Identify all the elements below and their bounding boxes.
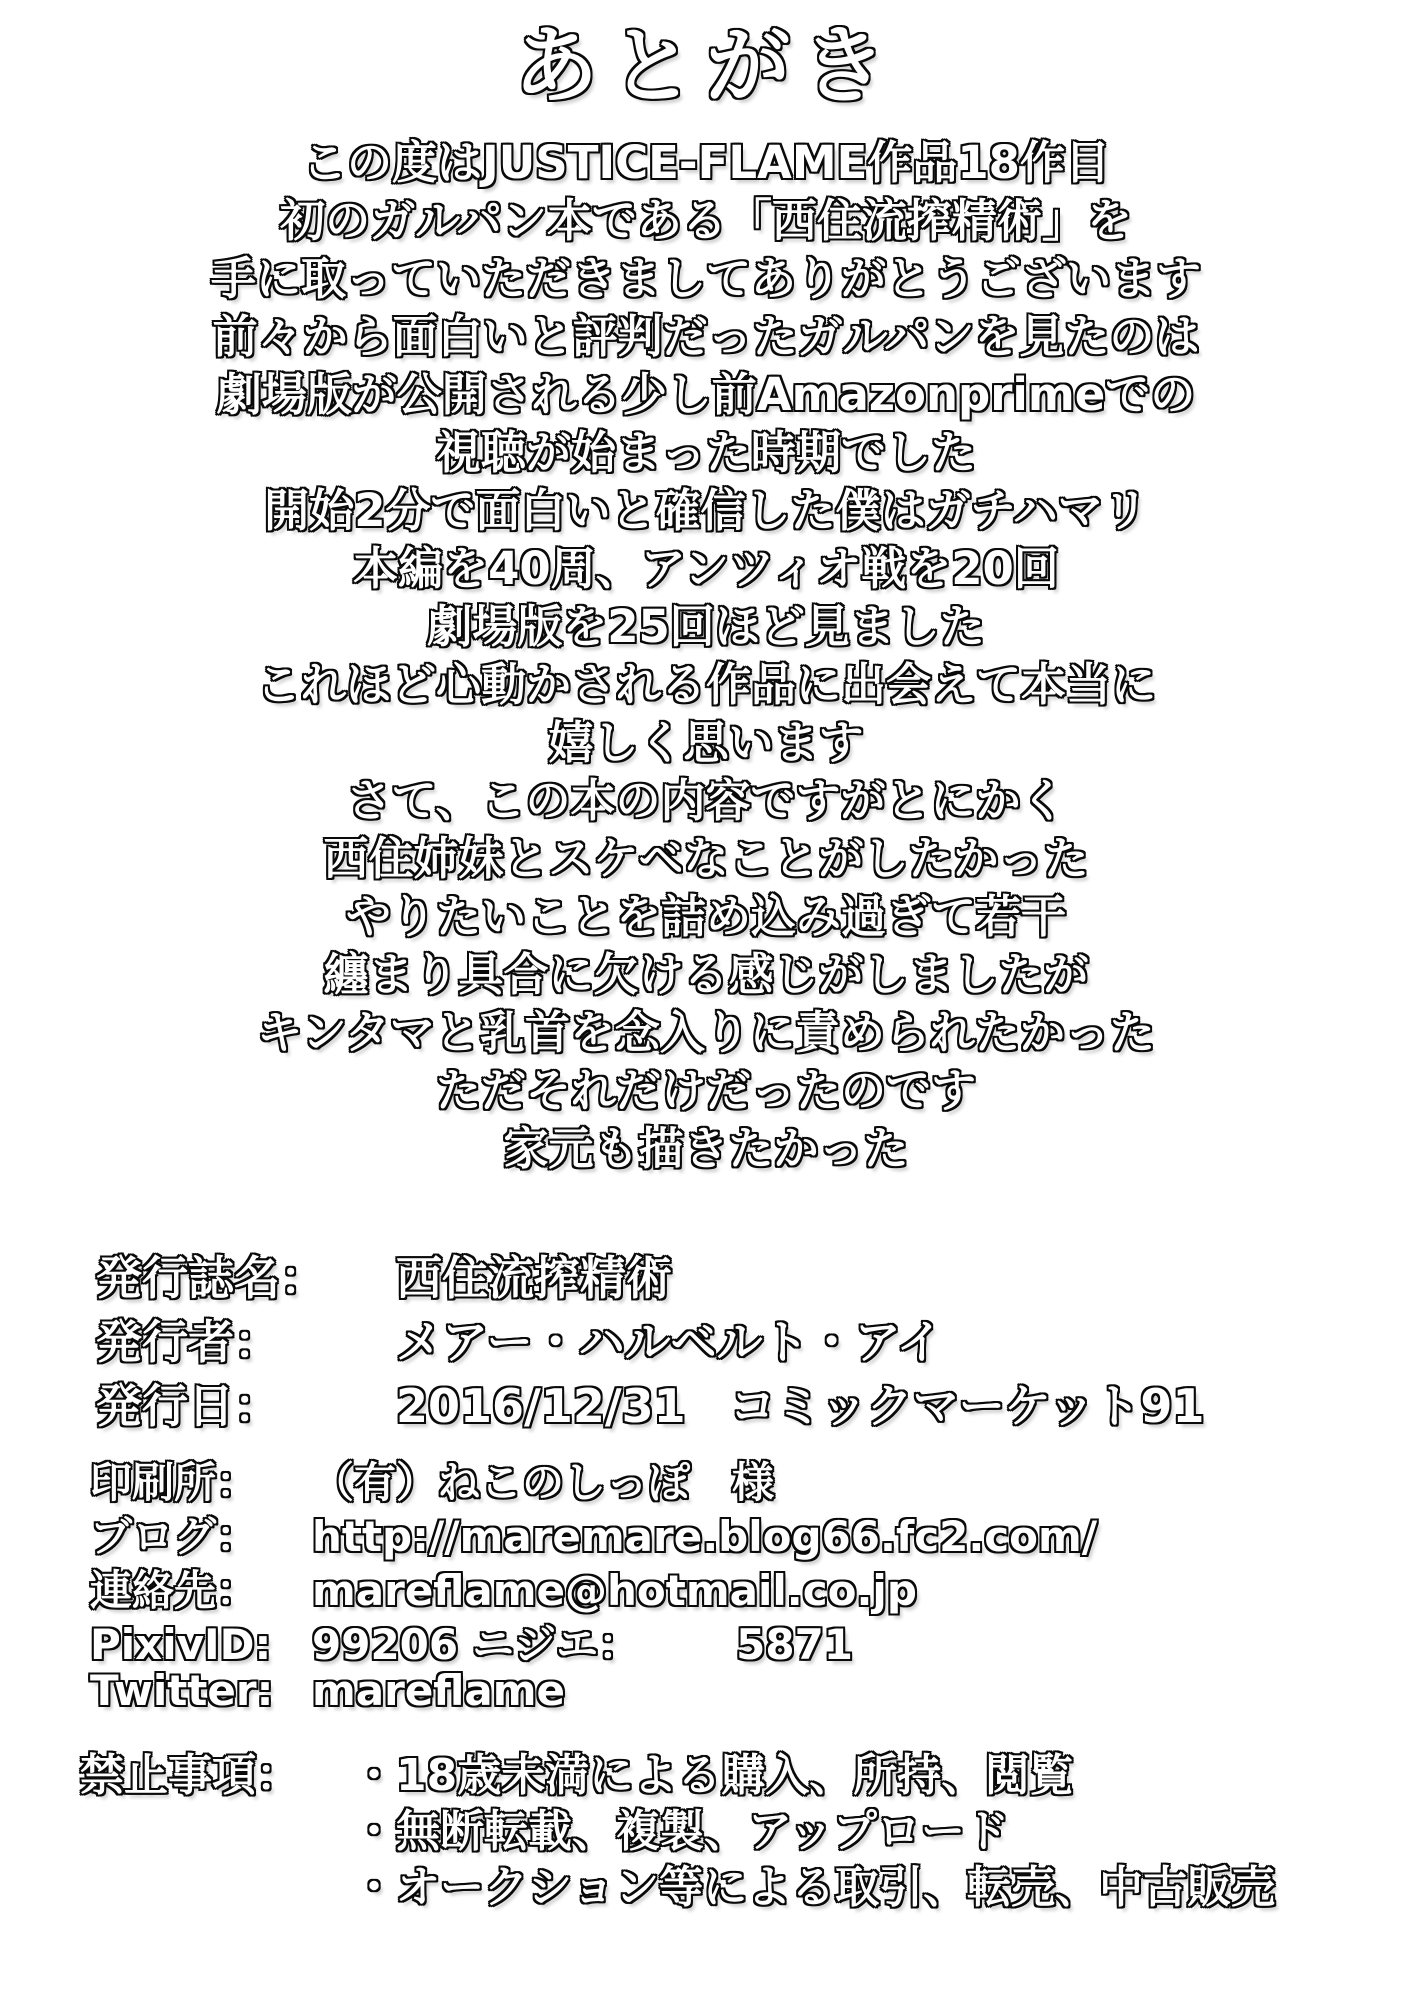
colophon-row-author [96, 1306, 1412, 1370]
colophon-row-title [96, 1242, 1412, 1306]
prohibition-item: ・無断転載、複製、アップロード [352, 1806, 1009, 1858]
book-title-value: 西住流搾精術 [396, 1251, 672, 1306]
colophon-section [0, 1242, 1412, 1434]
contact-label: PixivID: [90, 1620, 272, 1670]
contact-row-pixiv [90, 1612, 1412, 1670]
prohibitions-label: 禁止事項： [80, 1750, 300, 1802]
contact-label: 連絡先： [90, 1566, 259, 1616]
event-name-value: コミックマーケット91 [729, 1379, 1205, 1434]
colophon-label: 発行日： [96, 1379, 280, 1434]
afterword-line: 視聴が始まった時期でした [435, 426, 976, 480]
colophon-label: 発行者： [96, 1315, 280, 1370]
afterword-line: やりたいことを詰め込み過ぎて若干 [345, 890, 1066, 944]
afterword-line: 纏まり具合に欠ける感じがしましたが [323, 948, 1089, 1002]
nijie-label: ニジエ： [472, 1620, 641, 1670]
afterword-line: 前々から面白いと評判だったガルパンを見たのは [212, 310, 1200, 364]
page-title: あとがき [513, 17, 898, 115]
afterword-line: 家元も描きたかった [503, 1122, 909, 1176]
printer-value: （有）ねこのしっぽ 様 [312, 1458, 775, 1508]
afterword-line: これほど心動かされる作品に出会えて本当に [255, 658, 1156, 712]
contact-label: 印刷所： [90, 1458, 259, 1508]
blog-url-value: http://maremare.blog66.fc2.com/ [312, 1512, 1098, 1562]
afterword-line: この度はJUSTICE-FLAME作品18作目 [302, 136, 1110, 190]
contact-row-twitter [90, 1666, 1412, 1720]
afterword-line: キンタマと乳首を念入りに責められたかった [257, 1006, 1155, 1060]
prohibition-item: ・18歳未満による購入、所持、閲覧 [352, 1750, 1074, 1802]
prohibition-item: ・オークション等による取引、転売、中古販売 [352, 1862, 1276, 1914]
contact-row-printer [90, 1450, 1412, 1508]
nijie-id-value: 5871 [736, 1620, 854, 1670]
prohibitions-section [0, 1748, 1412, 1916]
afterword-line: 初のガルパン本である「西住流搾精術」を [280, 194, 1132, 248]
twitter-value: mareflame [312, 1666, 566, 1716]
pixiv-id-value: 99206 [312, 1620, 459, 1670]
afterword-line: ただそれだけだったのです [435, 1064, 976, 1118]
afterword-line: 西住姉妹とスケベなことがしたかった [323, 832, 1089, 886]
afterword-line: 劇場版を25回ほど見ました [427, 600, 985, 654]
afterword-line: 開始2分で面白いと確信した僕はガチハマリ [264, 484, 1148, 538]
author-value: メアー・ハルベルト・アイ [396, 1315, 943, 1370]
afterword-line: 手に取っていただきましてありがとうございます [210, 252, 1201, 306]
afterword-line: 本編を40周、アンツィオ戦を20回 [353, 542, 1059, 596]
contact-row-email [90, 1558, 1412, 1616]
afterword-body [0, 134, 1412, 1178]
contact-row-blog [90, 1504, 1412, 1562]
contact-label: ブログ： [90, 1512, 259, 1562]
afterword-line: 劇場版が公開される少し前Amazonprimeでの [216, 368, 1196, 422]
afterword-line: さて、この本の内容ですがとにかく [346, 774, 1066, 828]
contact-label: Twitter: [90, 1666, 274, 1716]
colophon-row-date [96, 1370, 1412, 1434]
publish-date-value: 2016/12/31 [396, 1379, 686, 1434]
prohibitions-list [352, 1748, 1275, 1916]
email-value: mareflame@hotmail.co.jp [312, 1566, 917, 1616]
contact-section [0, 1450, 1412, 1720]
colophon-label: 発行誌名： [96, 1251, 326, 1306]
afterword-line: 嬉しく思います [548, 716, 864, 770]
